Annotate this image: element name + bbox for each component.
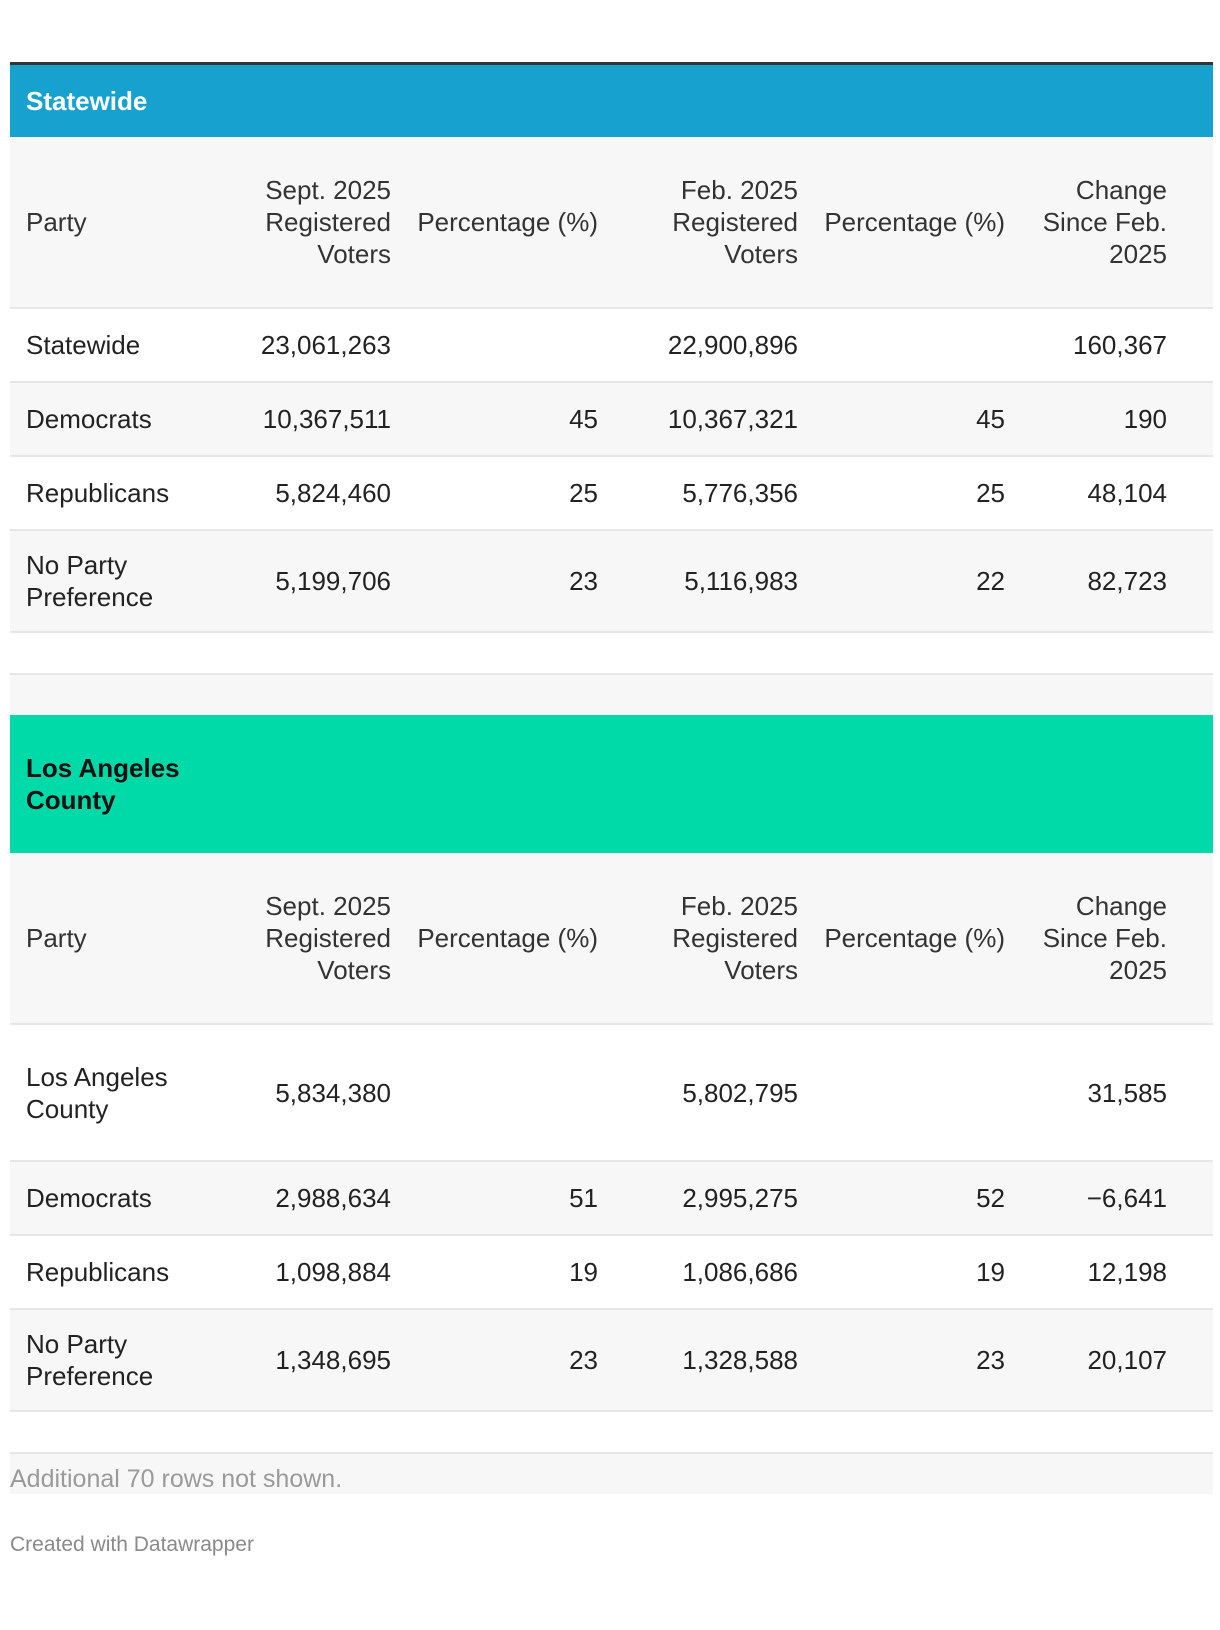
- cell-sept-voters: 1,348,695: [210, 1309, 391, 1411]
- voter-registration-table: [10, 65, 1213, 1494]
- column-header-change: Change Since Feb. 2025: [1005, 853, 1167, 1024]
- cell-feb-pct: 23: [798, 1309, 1005, 1411]
- cell-sept-voters: 5,199,706: [210, 530, 391, 632]
- column-header-sept-voters: Sept. 2025 Registered Voters: [210, 853, 391, 1024]
- column-header-row: [10, 853, 1213, 1024]
- cell-feb-voters: 5,776,356: [598, 456, 798, 530]
- cell-feb-voters: 1,086,686: [598, 1235, 798, 1309]
- group-title: Los Angeles County: [10, 715, 210, 853]
- cell-change: 12,198: [1005, 1235, 1167, 1309]
- table-row: [10, 1235, 1213, 1309]
- cell-feb-pct: 45: [798, 382, 1005, 456]
- column-header-sept-pct: Percentage (%): [391, 137, 598, 308]
- cell-change: 160,367: [1005, 308, 1167, 382]
- cell-sept-pct: [391, 1024, 598, 1161]
- column-header-change: Change Since Feb. 2025: [1005, 137, 1167, 308]
- cell-party: Democrats: [10, 1161, 210, 1235]
- cell-party: No Party Preference: [10, 530, 210, 632]
- group-title: Statewide: [10, 65, 1213, 137]
- cell-feb-voters: 22,900,896: [598, 308, 798, 382]
- cell-sept-voters: 23,061,263: [210, 308, 391, 382]
- cell-sept-voters: 1,098,884: [210, 1235, 391, 1309]
- cell-feb-pct: [798, 308, 1005, 382]
- cell-feb-pct: 25: [798, 456, 1005, 530]
- cell-change: 82,723: [1005, 530, 1167, 632]
- cell-sept-pct: 25: [391, 456, 598, 530]
- cell-party: Republicans: [10, 1235, 210, 1309]
- cell-feb-voters: 10,367,321: [598, 382, 798, 456]
- column-header-row: [10, 137, 1213, 308]
- group-spacer: [10, 674, 1213, 715]
- cell-sept-voters: 2,988,634: [210, 1161, 391, 1235]
- cell-feb-voters: 2,995,275: [598, 1161, 798, 1235]
- cell-feb-voters: 5,802,795: [598, 1024, 798, 1161]
- cell-sept-voters: 5,824,460: [210, 456, 391, 530]
- data-table-container: [10, 62, 1213, 1494]
- cell-party: Republicans: [10, 456, 210, 530]
- table-row: [10, 456, 1213, 530]
- column-header-party: Party: [10, 853, 210, 1024]
- group-header-statewide: [10, 65, 1213, 137]
- cell-sept-pct: 45: [391, 382, 598, 456]
- cell-sept-pct: 51: [391, 1161, 598, 1235]
- table-row: [10, 382, 1213, 456]
- cell-change: 20,107: [1005, 1309, 1167, 1411]
- table-row: [10, 1024, 1213, 1161]
- cell-sept-pct: 19: [391, 1235, 598, 1309]
- column-header-feb-pct: Percentage (%): [798, 853, 1005, 1024]
- datawrapper-credit: Created with Datawrapper: [10, 1533, 254, 1556]
- column-header-feb-voters: Feb. 2025 Registered Voters: [598, 137, 798, 308]
- cell-party: Statewide: [10, 308, 210, 382]
- cell-sept-voters: 5,834,380: [210, 1024, 391, 1161]
- group-spacer: [10, 632, 1213, 674]
- cell-change: 31,585: [1005, 1024, 1167, 1161]
- rows-not-shown-note: Additional 70 rows not shown.: [10, 1465, 343, 1493]
- column-header-sept-pct: Percentage (%): [391, 853, 598, 1024]
- column-header-sept-voters: Sept. 2025 Registered Voters: [210, 137, 391, 308]
- group-spacer: [10, 1411, 1213, 1453]
- cell-sept-pct: [391, 308, 598, 382]
- table-row: [10, 308, 1213, 382]
- cell-feb-pct: 52: [798, 1161, 1005, 1235]
- column-header-feb-pct: Percentage (%): [798, 137, 1005, 308]
- column-header-party: Party: [10, 137, 210, 308]
- cell-feb-pct: 22: [798, 530, 1005, 632]
- cell-feb-voters: 1,328,588: [598, 1309, 798, 1411]
- cell-change: 48,104: [1005, 456, 1167, 530]
- table-row: [10, 1309, 1213, 1411]
- cell-sept-voters: 10,367,511: [210, 382, 391, 456]
- column-header-feb-voters: Feb. 2025 Registered Voters: [598, 853, 798, 1024]
- cell-party: No Party Preference: [10, 1309, 210, 1411]
- table-row: [10, 530, 1213, 632]
- cell-party: Los Angeles County: [10, 1024, 210, 1161]
- cell-sept-pct: 23: [391, 1309, 598, 1411]
- table-row: [10, 1161, 1213, 1235]
- cell-feb-pct: 19: [798, 1235, 1005, 1309]
- cell-feb-voters: 5,116,983: [598, 530, 798, 632]
- cell-party: Democrats: [10, 382, 210, 456]
- cell-sept-pct: 23: [391, 530, 598, 632]
- cell-feb-pct: [798, 1024, 1005, 1161]
- cell-change: −6,641: [1005, 1161, 1167, 1235]
- cell-change: 190: [1005, 382, 1167, 456]
- group-header-los-angeles-county: [10, 715, 1213, 853]
